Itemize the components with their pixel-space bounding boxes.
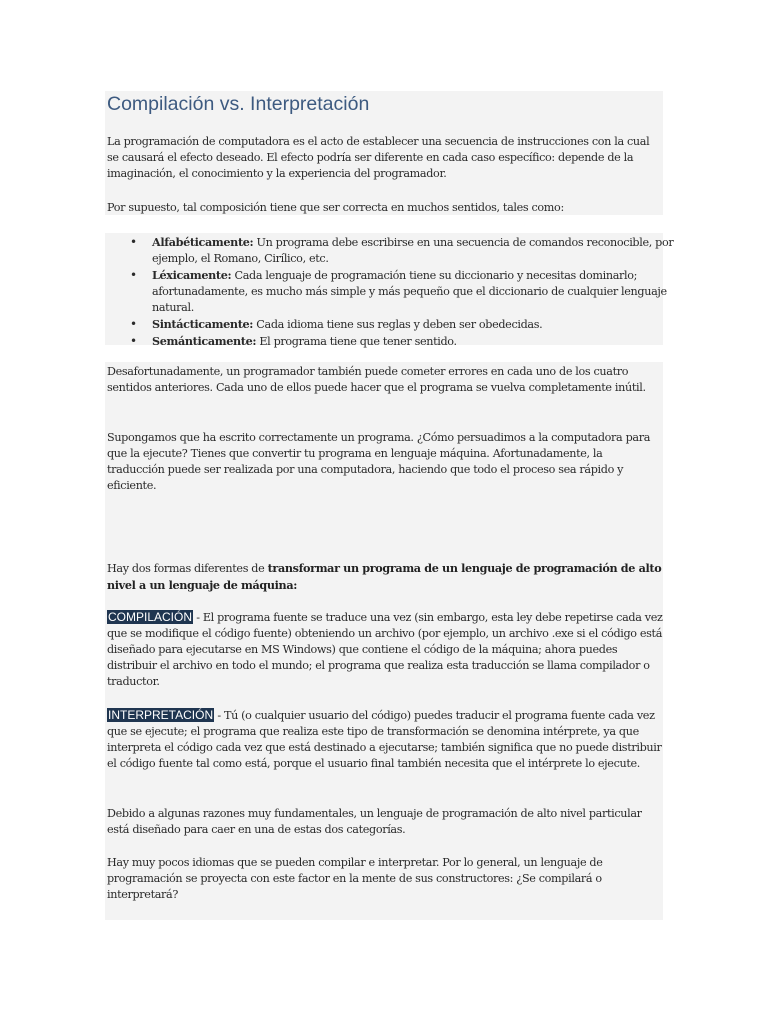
suppose-paragraph: Supongamos que ha escrito correctamente un programa. ¿Cómo persuadimos a la computadora para que la ejecute? Tienes que convertir tu programa en lenguaje máquina. Afortunadamente, la traducción puede ser realizada por una computadora, haciendo que todo el proceso sea rápido y eficiente. <box>107 431 651 492</box>
list-item <box>152 267 704 316</box>
list-item-text: Cada lenguaje de programación tiene su diccionario y necesitas dominarlo; afortunadamente, es mucho más simple y más pequeño que el diccionario de cualquier lenguaje natural. <box>152 269 667 314</box>
compilation-text: - El programa fuente se traduce una vez (sin embargo, esta ley debe repetirse cada vez que se modifique el código fuente) obteniendo un archivo (por ejemplo, un archivo .exe si el código está diseñado para ejecutarse en MS Windows) que contiene el código de la máquina; ahora puedes distribuir el archivo en todo el mundo; el programa que realiza esta traducción se llama compilador o traductor. <box>107 611 663 688</box>
interpretation-label: INTERPRETACIÓN <box>108 708 214 722</box>
list-item-term: Alfabéticamente: <box>152 235 254 249</box>
list-item-term: Léxicamente: <box>152 268 232 282</box>
forms-prefix: Hay dos formas diferentes de <box>107 562 268 575</box>
interpretation-text: - Tú (o cualquier usuario del código) puedes traducir el programa fuente cada vez que se ejecute; el programa que realiza este tipo de transformación se denomina intérprete, ya que interpreta el código cada vez que está destinado a ejecutarse; también significa que no puede distribuir el código fuente tal como está, porque el usuario final también necesita que el intérprete lo ejecute. <box>107 709 662 770</box>
lead-paragraph: Por supuesto, tal composición tiene que ser correcta en muchos sentidos, tales como: <box>107 201 564 214</box>
forms-paragraph <box>107 560 663 594</box>
errors-paragraph: Desafortunadamente, un programador también puede cometer errores en cada uno de los cuatro sentidos anteriores. Cada uno de ellos puede hacer que el programa se vuelva completamente inútil. <box>107 365 646 394</box>
list-item-term: Semánticamente: <box>152 334 257 348</box>
list-item-text: El programa tiene que tener sentido. <box>256 335 457 348</box>
page-title: Compilación vs. Interpretación <box>107 93 370 115</box>
interpretation-paragraph <box>107 708 663 772</box>
reasons-paragraph: Debido a algunas razones muy fundamentales, un lenguaje de programación de alto nivel particular está diseñado para caer en una de estas dos categorías. <box>107 807 642 836</box>
intro-paragraph: La programación de computadora es el acto de establecer una secuencia de instrucciones con la cual se causará el efecto deseado. El efecto podría ser diferente en cada caso específico: depende de la imaginación, el conocimiento y la experiencia del programador. <box>107 135 650 180</box>
list-item-text: Cada idioma tiene sus reglas y deben ser obedecidas. <box>253 318 543 331</box>
compilation-paragraph <box>107 610 663 690</box>
compilation-label: COMPILACIÓN <box>108 610 193 624</box>
list-item <box>152 234 704 267</box>
list-item-term: Sintácticamente: <box>152 317 254 331</box>
senses-list <box>107 234 704 350</box>
list-item <box>152 333 704 350</box>
list-item-text: Un programa debe escribirse en una secuencia de comandos reconocible, por ejemplo, el Romano, Cirílico, etc. <box>152 236 674 265</box>
few-languages-paragraph: Hay muy pocos idiomas que se pueden compilar e interpretar. Por lo general, un lenguaje de programación se proyecta con este factor en la mente de sus constructores: ¿Se compilará o interpretará? <box>107 856 603 901</box>
forms-bold: transformar un programa de un lenguaje de programación de alto nivel a un lenguaje de máquina: <box>107 561 662 592</box>
list-item <box>152 316 704 333</box>
